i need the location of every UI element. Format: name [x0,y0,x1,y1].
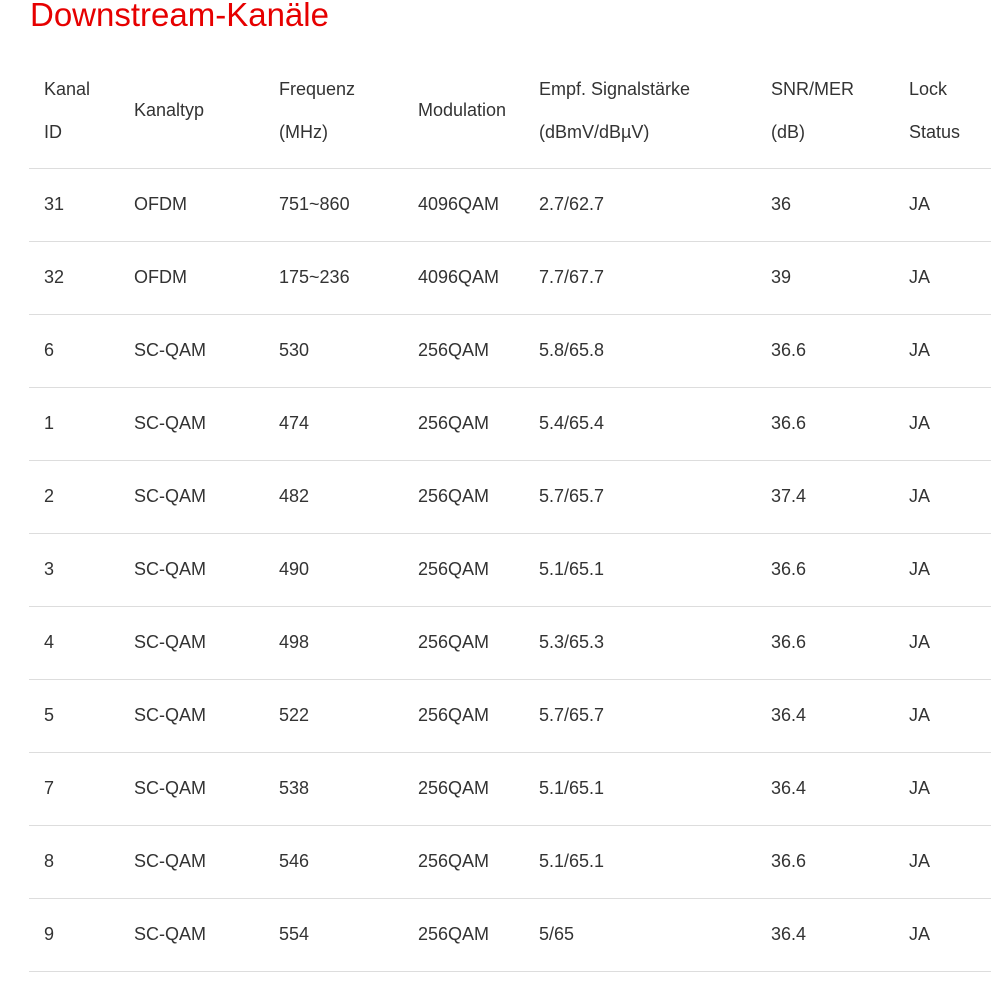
cell-lock-status: JA [909,559,931,579]
cell-frequency: 522 [279,705,310,725]
cell-modulation: 256QAM [418,924,490,944]
cell-signal-strength: 5.8/65.8 [539,340,605,360]
cell-lock-status: JA [909,413,931,433]
column-header-lock-status [894,54,991,168]
cell-modulation: 256QAM [418,340,490,360]
cell-lock-status: JA [909,778,931,798]
cell-modulation: 256QAM [418,632,490,652]
cell-channel-id: 31 [44,194,65,214]
cell-channel-type: OFDM [134,267,187,287]
column-header-line: SNR/MER [771,78,855,99]
downstream-channels-table [29,54,991,972]
cell-snr-mer: 37.4 [771,486,807,506]
column-header-line: (MHz) [279,121,328,142]
column-header-signal-strength [524,54,756,168]
cell-channel-type: SC-QAM [134,924,206,944]
cell-modulation: 256QAM [418,486,490,506]
column-header-line: Kanaltyp [134,100,205,121]
downstream-channels-table-container [29,54,991,972]
cell-lock-status: JA [909,924,931,944]
table-row [29,168,991,241]
column-header-frequency [264,54,403,168]
column-header-line: Empf. Signalstärke [539,78,691,99]
cell-frequency: 498 [279,632,310,652]
table-body [29,168,991,971]
cell-frequency: 546 [279,851,310,871]
cell-signal-strength: 5.4/65.4 [539,413,605,433]
cell-modulation: 256QAM [418,778,490,798]
column-header-line: (dB) [771,121,806,142]
cell-signal-strength: 5.7/65.7 [539,705,605,725]
cell-snr-mer: 36.6 [771,340,807,360]
cell-frequency: 530 [279,340,310,360]
table-row [29,387,991,460]
cell-signal-strength: 5.1/65.1 [539,559,605,579]
cell-channel-type: SC-QAM [134,632,206,652]
cell-modulation: 256QAM [418,705,490,725]
cell-signal-strength: 2.7/62.7 [539,194,605,214]
cell-frequency: 554 [279,924,310,944]
cell-channel-id: 3 [44,559,55,579]
cell-modulation: 256QAM [418,413,490,433]
column-header-line: Kanal [44,78,91,99]
cell-channel-id: 2 [44,486,55,506]
cell-lock-status: JA [909,267,931,287]
cell-lock-status: JA [909,851,931,871]
cell-channel-id: 5 [44,705,55,725]
cell-frequency: 474 [279,413,310,433]
cell-frequency: 751~860 [279,194,350,214]
table-row [29,679,991,752]
cell-signal-strength: 5.1/65.1 [539,851,605,871]
column-header-channel-id [29,54,119,168]
column-header-line: Lock [909,78,948,99]
cell-channel-type: OFDM [134,194,187,214]
cell-channel-type: SC-QAM [134,851,206,871]
cell-modulation: 256QAM [418,851,490,871]
cell-snr-mer: 36 [771,194,792,214]
cell-channel-id: 9 [44,924,55,944]
cell-snr-mer: 36.4 [771,924,807,944]
table-row [29,898,991,971]
cell-lock-status: JA [909,486,931,506]
cell-channel-type: SC-QAM [134,559,206,579]
column-header-channel-type [119,54,264,168]
cell-lock-status: JA [909,705,931,725]
cell-channel-type: SC-QAM [134,486,206,506]
table-row [29,606,991,679]
cell-channel-id: 8 [44,851,55,871]
cell-snr-mer: 36.4 [771,778,807,798]
cell-signal-strength: 7.7/67.7 [539,267,605,287]
table-row [29,533,991,606]
page-title: Downstream-Kanäle [30,0,329,33]
column-header-line: Status [909,121,961,142]
cell-channel-type: SC-QAM [134,340,206,360]
cell-channel-id: 32 [44,267,65,287]
table-row [29,825,991,898]
cell-channel-id: 1 [44,413,55,433]
cell-signal-strength: 5.1/65.1 [539,778,605,798]
table-header-row [29,54,991,168]
cell-frequency: 490 [279,559,310,579]
cell-channel-type: SC-QAM [134,778,206,798]
column-header-modulation [403,54,524,168]
cell-lock-status: JA [909,632,931,652]
cell-snr-mer: 36.4 [771,705,807,725]
cell-snr-mer: 36.6 [771,559,807,579]
table-row [29,314,991,387]
column-header-snr-mer [756,54,894,168]
cell-channel-type: SC-QAM [134,705,206,725]
cell-channel-id: 6 [44,340,55,360]
cell-channel-type: SC-QAM [134,413,206,433]
table-row [29,752,991,825]
column-header-line: (dBmV/dBµV) [539,121,650,142]
column-header-line: ID [44,121,62,142]
cell-frequency: 175~236 [279,267,350,287]
cell-channel-id: 7 [44,778,55,798]
cell-modulation: 4096QAM [418,194,500,214]
column-header-line: Modulation [418,100,507,121]
cell-lock-status: JA [909,340,931,360]
cell-snr-mer: 36.6 [771,632,807,652]
cell-frequency: 538 [279,778,310,798]
cell-modulation: 4096QAM [418,267,500,287]
cell-snr-mer: 36.6 [771,851,807,871]
cell-snr-mer: 36.6 [771,413,807,433]
cell-frequency: 482 [279,486,310,506]
cell-signal-strength: 5.3/65.3 [539,632,605,652]
cell-snr-mer: 39 [771,267,792,287]
cell-modulation: 256QAM [418,559,490,579]
cell-signal-strength: 5/65 [539,924,575,944]
cell-channel-id: 4 [44,632,55,652]
table-row [29,241,991,314]
cell-lock-status: JA [909,194,931,214]
cell-signal-strength: 5.7/65.7 [539,486,605,506]
column-header-line: Frequenz [279,78,356,99]
table-row [29,460,991,533]
